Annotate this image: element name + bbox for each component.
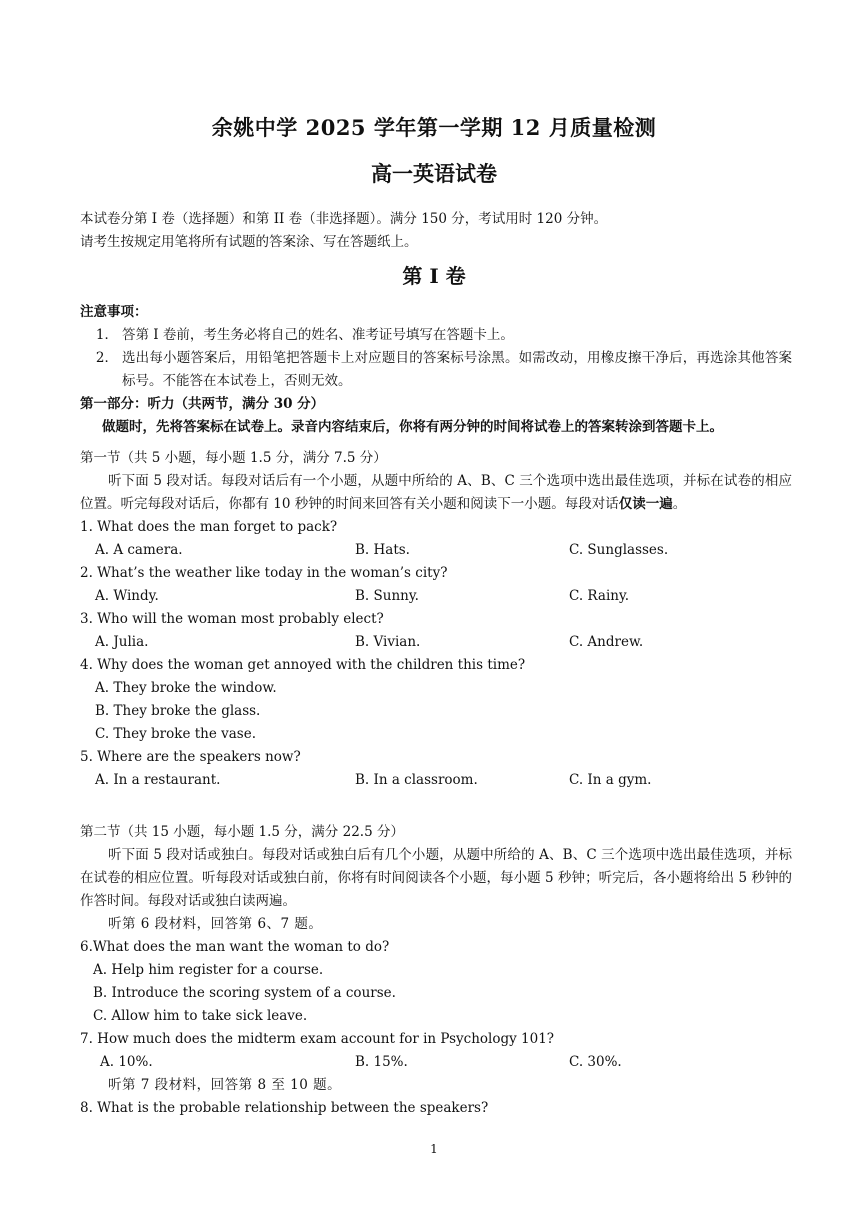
option-c: C. Sunglasses.: [569, 542, 669, 558]
question-4-stem: 4. Why does the woman get annoyed with the children this time?: [80, 657, 526, 673]
question-6-stem: 6.What does the man want the woman to do?: [80, 939, 390, 955]
page-number: 1: [430, 1142, 438, 1156]
section2-heading: 第二节（共 15 小题，每小题 1.5 分，满分 22.5 分）: [80, 824, 404, 840]
section1-instruction: [80, 470, 792, 516]
question-7-stem: 7. How much does the midterm exam account for in Psychology 101?: [80, 1031, 555, 1047]
option-a: A. Windy.: [95, 588, 159, 604]
notes-item-num: 1．: [95, 327, 118, 343]
intro-line-2: 请考生按规定用笔将所有试题的答案涂、写在答题纸上。: [80, 234, 418, 250]
question-1-stem: 1. What does the man forget to pack?: [80, 519, 338, 535]
intro-line-1: 本试卷分第 I 卷（选择题）和第 II 卷（非选择题）。满分 150 分，考试用时 120 分钟。: [80, 211, 608, 227]
question-8-stem: 8. What is the probable relationship between the speakers?: [80, 1100, 489, 1116]
notes-item-text: 选出每小题答案后，用铅笔把答题卡上对应题目的答案标号涂黑。如需改动，用橡皮擦干净后，再选涂其他答案标号。不能答在本试卷上，否则无效。: [122, 350, 792, 389]
exam-title: 余姚中学 2025 学年第一学期 12 月质量检测: [211, 115, 657, 140]
option-a: A. In a restaurant.: [95, 772, 221, 788]
option-b: B. Hats.: [355, 542, 410, 558]
option-a: A. A camera.: [95, 542, 183, 558]
notes-block: [80, 301, 792, 439]
section1-heading: 第一节（共 5 小题，每小题 1.5 分，满分 7.5 分）: [80, 450, 387, 466]
notes-item-2: [80, 347, 792, 393]
part1-instruction: 做题时，先将答案标在试卷上。录音内容结束后，你将有两分钟的时间将试卷上的答案转涂到答题卡上。: [102, 419, 723, 435]
question-5-options: [80, 769, 792, 792]
option-b: B. 15%.: [355, 1054, 408, 1070]
exam-subtitle: 高一英语试卷: [371, 161, 497, 186]
question-3-options: [80, 631, 792, 654]
notes-heading: 注意事项：: [80, 304, 148, 320]
listen-material-7: 听第 7 段材料，回答第 8 至 10 题。: [108, 1077, 342, 1093]
question-2-options: [80, 585, 792, 608]
section2-instruction: 听下面 5 段对话或独白。每段对话或独白后有几个小题，从题中所给的 A、B、C 三个选项中选出最佳选项，并标在试卷的相应位置。听每段对话或独白前，你将有时间阅读各个小题，每小题 5 秒钟；听完后，各小题将给出 5 秒钟的作答时间。每段对话或独白读两遍。: [80, 847, 792, 909]
question-7-options: [80, 1051, 792, 1074]
section2: [80, 821, 792, 1120]
intro-block: [80, 208, 790, 254]
option-b: B. Introduce the scoring system of a course.: [93, 985, 396, 1001]
question-1-options: [80, 539, 792, 562]
option-b: B. They broke the glass.: [95, 703, 261, 719]
option-c: C. Andrew.: [569, 634, 644, 650]
option-a: A. 10%.: [100, 1054, 153, 1070]
section1: [80, 447, 792, 792]
option-c: C. In a gym.: [569, 772, 652, 788]
option-a: A. They broke the window.: [95, 680, 277, 696]
option-b: B. Vivian.: [355, 634, 421, 650]
option-c: C. 30%.: [569, 1054, 622, 1070]
listen-material-6: 听第 6 段材料，回答第 6、7 题。: [108, 916, 323, 932]
option-b: B. In a classroom.: [355, 772, 478, 788]
part1-heading: 第一部分：听力（共两节，满分 30 分）: [80, 396, 325, 412]
option-b: B. Sunny.: [355, 588, 419, 604]
option-a: A. Julia.: [95, 634, 149, 650]
option-c: C. Rainy.: [569, 588, 630, 604]
section1-instruction-bold: 仅读一遍: [618, 496, 673, 512]
option-c: C. Allow him to take sick leave.: [93, 1008, 308, 1024]
question-5-stem: 5. Where are the speakers now?: [80, 749, 301, 765]
notes-item-num: 2．: [95, 350, 118, 366]
question-3-stem: 3. Who will the woman most probably elect?: [80, 611, 384, 627]
option-a: A. Help him register for a course.: [93, 962, 324, 978]
notes-item-text: 答第 I 卷前，考生务必将自己的姓名、准考证号填写在答题卡上。: [122, 327, 514, 343]
option-c: C. They broke the vase.: [95, 726, 257, 742]
section1-instruction-end: 。: [672, 496, 687, 512]
question-2-stem: 2. What’s the weather like today in the woman’s city?: [80, 565, 448, 581]
volume-title: 第 I 卷: [402, 264, 466, 288]
notes-item-1: [80, 324, 792, 347]
section1-instruction-text: 听下面 5 段对话。每段对话后有一个小题，从题中所给的 A、B、C 三个选项中选出最佳选项，并标在试卷的相应位置。听完每段对话后，你都有 10 秒钟的时间来回答有关小题和阅读下一小题。每段对话: [80, 473, 792, 512]
